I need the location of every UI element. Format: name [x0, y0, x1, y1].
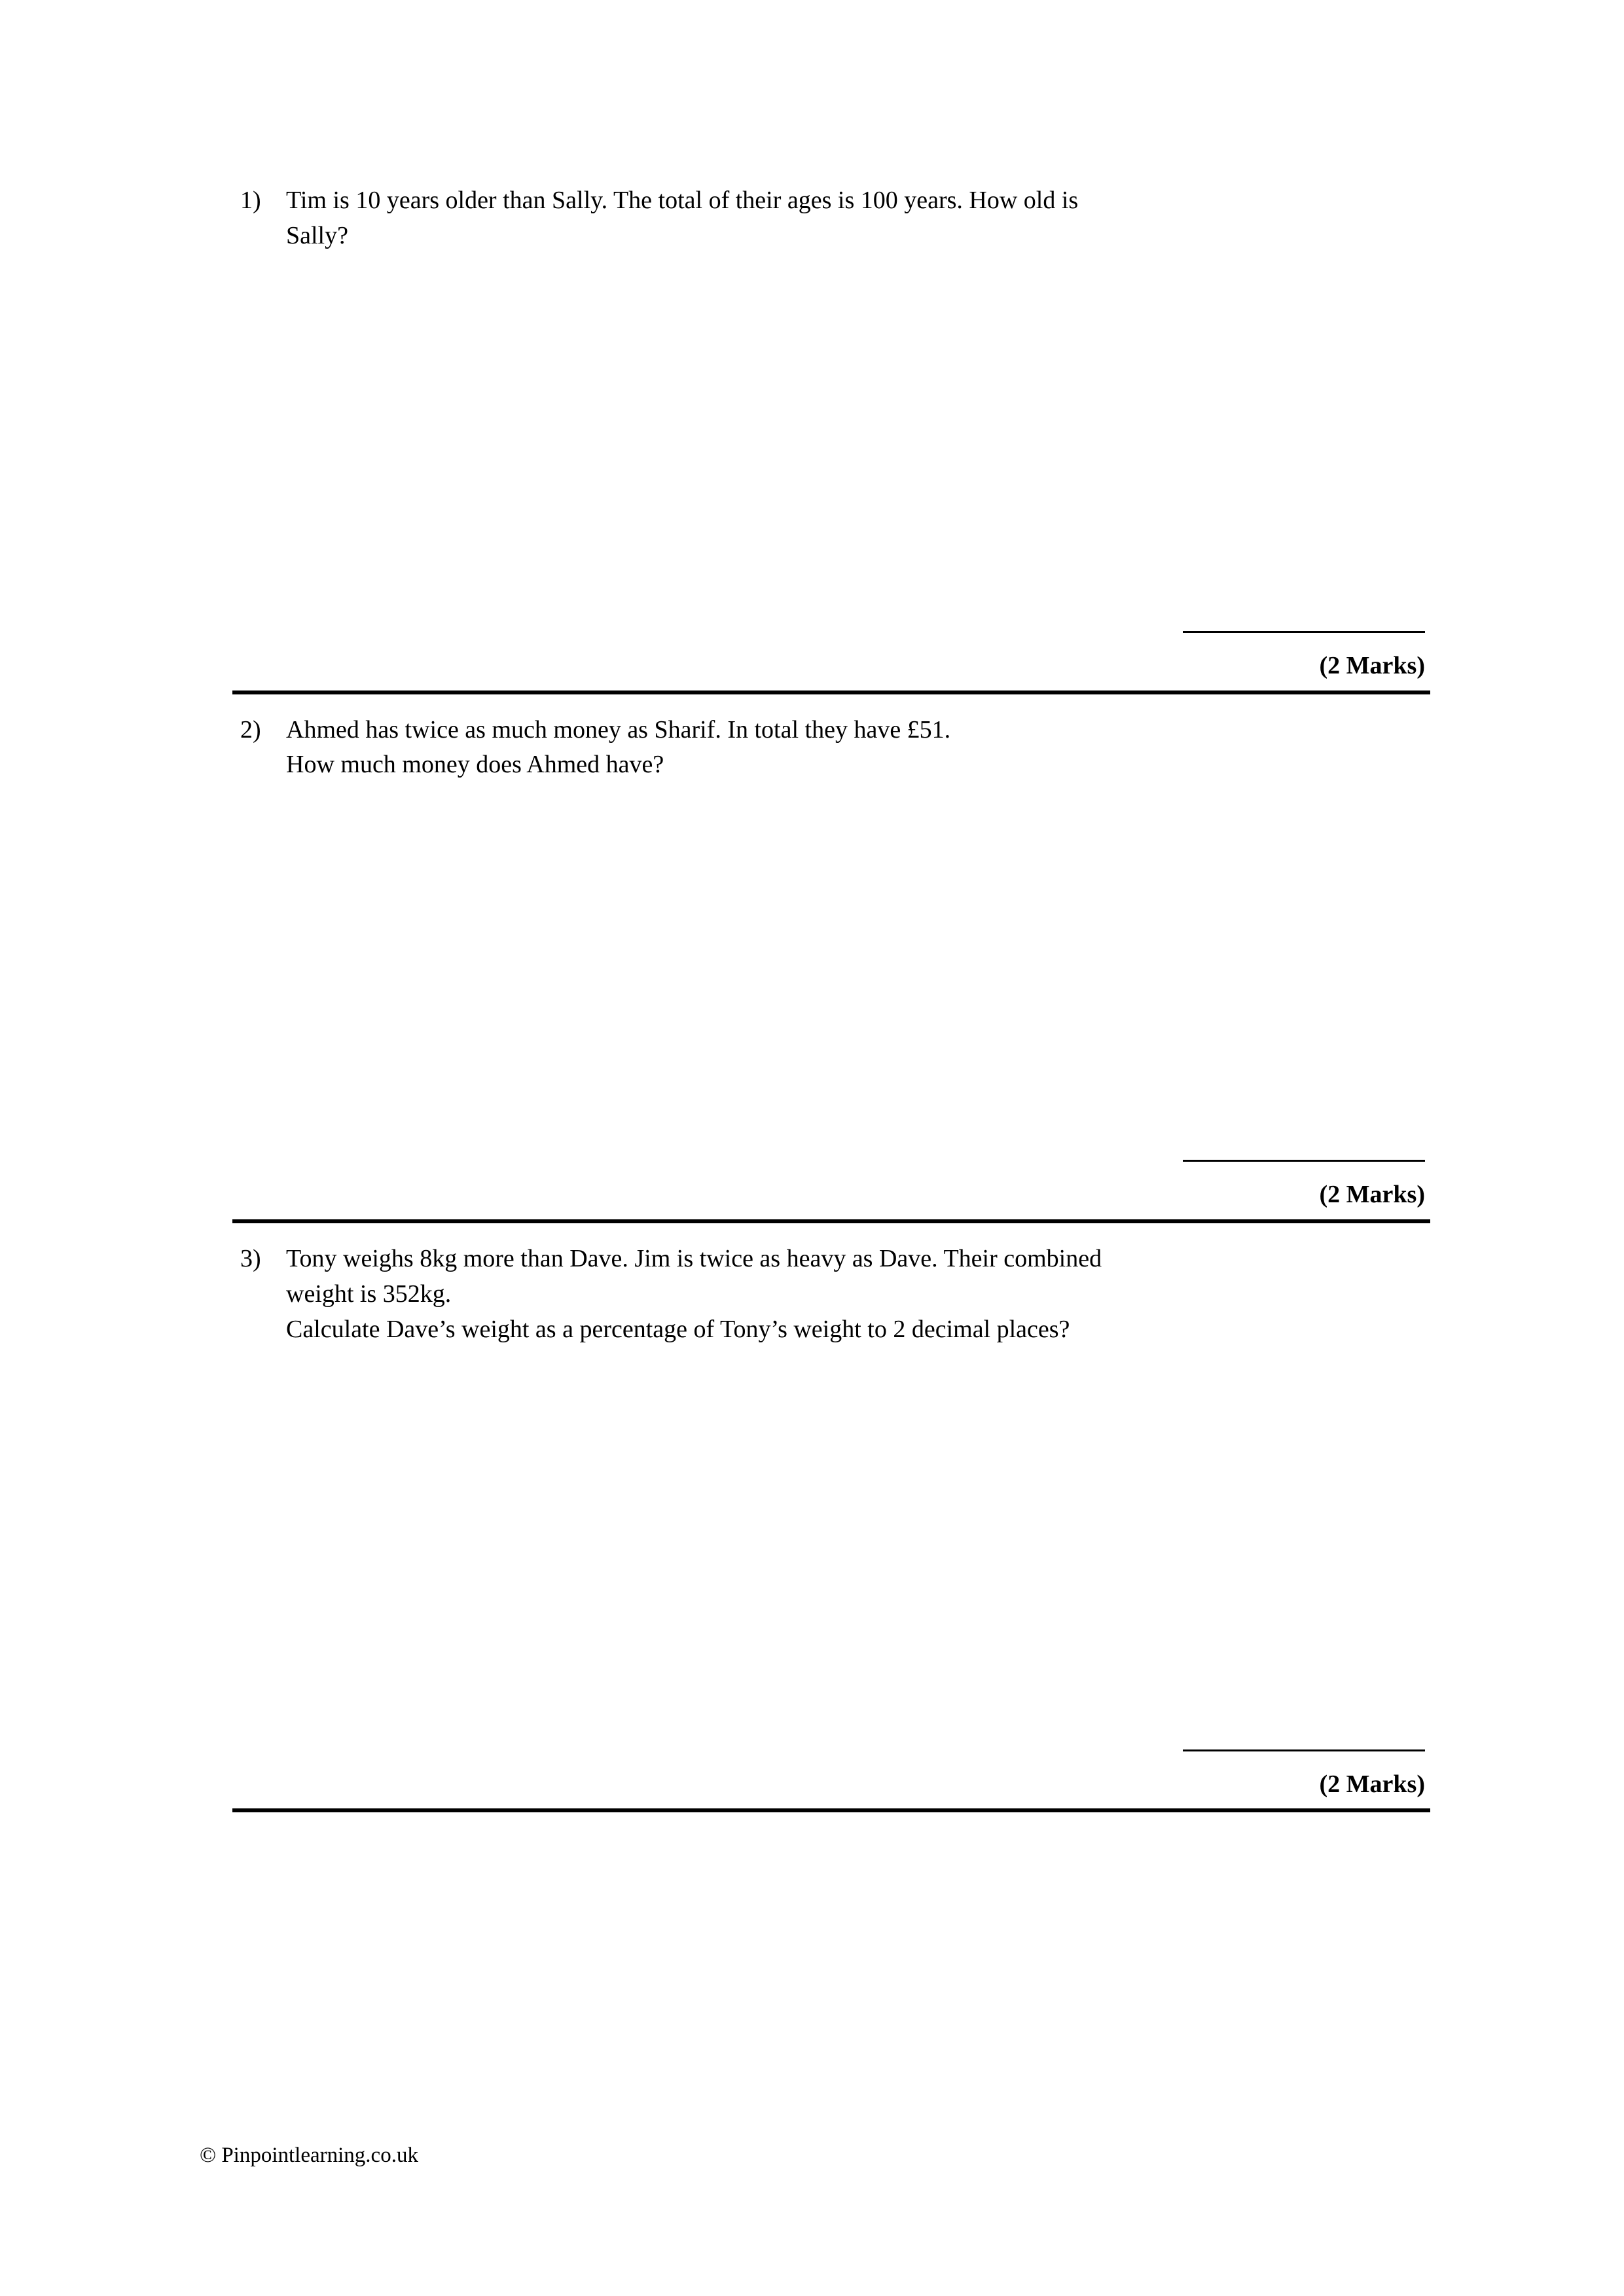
question-text-3-line-1: Tony weighs 8kg more than Dave. Jim is twice as heavy as Dave. Their combined [286, 1245, 1102, 1272]
questions-container [232, 183, 1430, 1812]
answer-space-1[interactable] [232, 254, 1430, 627]
marks-label-2: (2 Marks) [1319, 1181, 1425, 1209]
question-text-1-line-2: Sally? [286, 221, 348, 249]
question-text-1-line-1: Tim is 10 years older than Sally. The total of their ages is 100 years. How old is [286, 187, 1079, 214]
question-number-1: 1) [240, 187, 261, 214]
answer-line-wrap-1 [232, 627, 1430, 633]
answer-line-1[interactable] [1183, 627, 1425, 633]
question-divider-3 [232, 1808, 1430, 1812]
question-block-2 [232, 694, 1430, 1224]
question-text-1 [286, 183, 1392, 254]
question-row-3 [232, 1223, 1430, 1348]
question-block-3 [232, 1223, 1430, 1812]
marks-row-1 [232, 651, 1430, 681]
marks-label-1: (2 Marks) [1319, 651, 1425, 679]
question-text-2-line-1: Ahmed has twice as much money as Sharif. In total they have £51. [286, 715, 951, 744]
answer-space-3[interactable] [232, 1348, 1430, 1746]
question-number-2: 2) [240, 715, 261, 744]
question-number-3: 3) [240, 1245, 261, 1272]
answer-line-2[interactable] [1183, 1156, 1425, 1162]
question-text-2 [286, 713, 1392, 783]
answer-space-2[interactable] [232, 783, 1430, 1156]
question-text-3-line-2: weight is 352kg. [286, 1280, 452, 1308]
question-row-1 [232, 183, 1430, 254]
marks-label-3: (2 Marks) [1319, 1770, 1425, 1798]
question-block-1 [232, 183, 1430, 694]
question-text-3-line-3: Calculate Dave’s weight as a percentage of Tony’s weight to 2 decimal places? [286, 1315, 1070, 1343]
question-text-3 [286, 1242, 1392, 1348]
page-footer: © Pinpointlearning.co.uk [200, 2144, 418, 2167]
question-text-2-line-2: How much money does Ahmed have? [286, 751, 664, 779]
marks-row-3 [232, 1770, 1430, 1800]
answer-line-3[interactable] [1183, 1746, 1425, 1751]
answer-line-wrap-3 [232, 1746, 1430, 1751]
marks-row-2 [232, 1180, 1430, 1210]
answer-line-wrap-2 [232, 1156, 1430, 1162]
question-row-2 [232, 694, 1430, 783]
